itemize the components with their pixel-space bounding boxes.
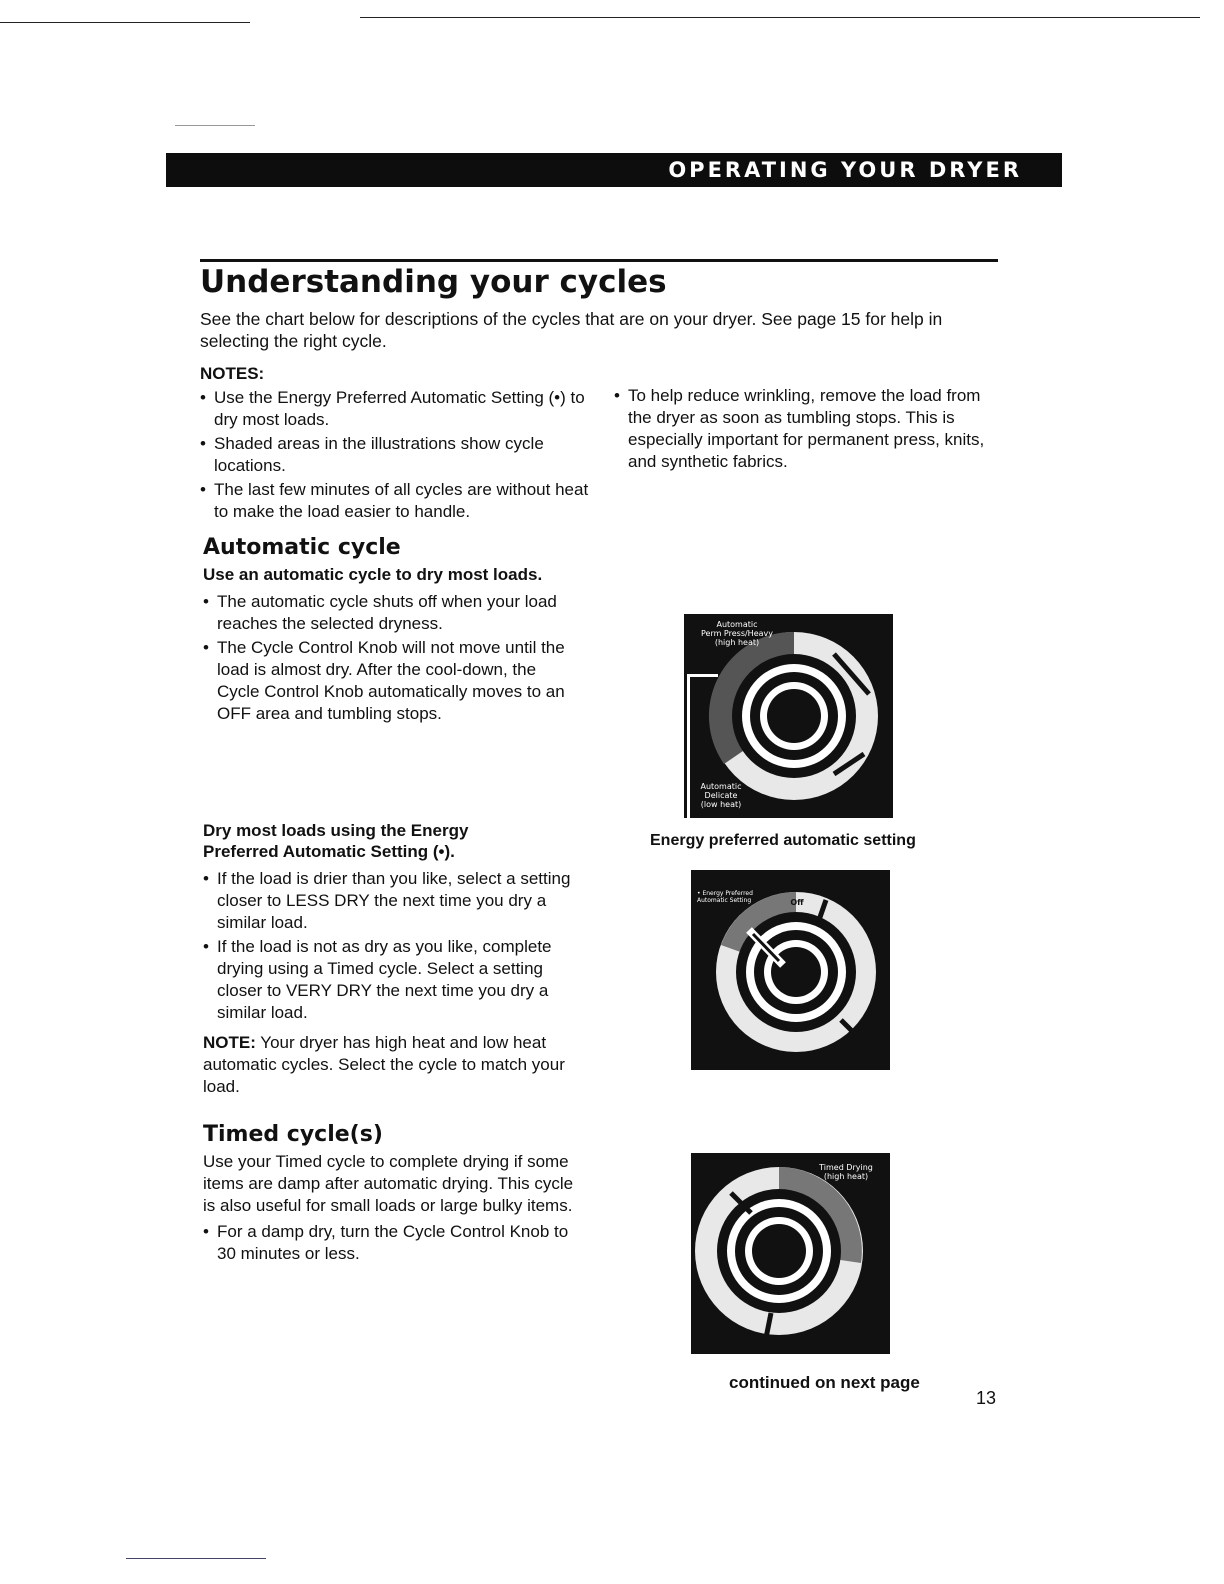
page-title: Understanding your cycles [200, 264, 667, 300]
timed-text: Use your Timed cycle to complete drying if some items are damp after automatic drying. This cycle is also useful for small loads or large bulky items. [203, 1152, 574, 1215]
notes-label: NOTES: [200, 364, 265, 383]
notes-left-column [200, 387, 600, 525]
automatic-cycle-section [203, 535, 583, 727]
banner-text: OPERATING YOUR DRYER [668, 158, 1022, 182]
list-item: • The Cycle Control Knob will not move until the load is almost dry. After the cool-down, the Cycle Control Knob automatically moves to an OFF area and tumbling stops. [203, 637, 583, 725]
dial-label-off: Off [790, 898, 804, 907]
timed-dial-diagram [691, 1153, 890, 1354]
dial-label-line: (low heat) [700, 800, 742, 809]
continued-note: continued on next page [729, 1373, 920, 1392]
automatic-cycle-heading: Automatic cycle [203, 535, 401, 560]
dial-illustration [691, 1153, 890, 1354]
dial-label-bottom [696, 782, 746, 809]
dial-label-line: Automatic Setting [697, 897, 752, 904]
intro-paragraph: See the chart below for descriptions of the cycles that are on your dryer. See page 15 for help in selecting the right cycle. [200, 309, 943, 351]
list-item: • The last few minutes of all cycles are without heat to make the load easier to handle. [200, 479, 600, 523]
dial-label-line: Perm Press/Heavy [700, 629, 773, 638]
note-text: Your dryer has high heat and low heat automatic cycles. Select the cycle to match your load. [203, 1033, 565, 1096]
page-number: 13 [976, 1388, 997, 1408]
dial-label-line: • Energy Preferred [697, 890, 753, 897]
dial-label-line: (high heat) [714, 638, 760, 647]
dial-label-line: Delicate [704, 791, 738, 800]
list-item: • If the load is drier than you like, select a setting closer to LESS DRY the next time you dry a similar load. [203, 868, 583, 934]
top-scan-line-left [0, 22, 250, 23]
diagram-caption: Energy preferred automatic setting [650, 832, 916, 849]
dial-label-line: Timed Drying [819, 1163, 873, 1172]
list-item: • If the load is not as dry as you like, complete drying using a Timed cycle. Select a setting closer to VERY DRY the next time you dry a similar load. [203, 936, 583, 1024]
energy-lead: Dry most loads using the Energy Preferred Automatic Setting (•). [203, 821, 469, 861]
dial-label-line: (high heat) [823, 1172, 869, 1181]
automatic-dial-diagram [684, 614, 893, 818]
list-item: • Use the Energy Preferred Automatic Setting (•) to dry most loads. [200, 387, 600, 431]
dial-label-top [811, 1163, 881, 1181]
list-item: • The automatic cycle shuts off when your load reaches the selected dryness. [203, 591, 583, 635]
dial-label-line: Automatic [716, 620, 758, 629]
list-item: • To help reduce wrinkling, remove the load from the dryer as soon as tumbling stops. This is especially important for permanent press, knits, and synthetic fabrics. [614, 385, 999, 473]
energy-preferred-dial-diagram [691, 870, 890, 1070]
dial-label-top [697, 890, 767, 904]
notes-right-column [614, 385, 999, 475]
energy-preferred-section [203, 820, 583, 1098]
top-scan-line-right [360, 17, 1200, 18]
dial-label-top [692, 620, 782, 647]
timed-cycle-section [203, 1122, 583, 1267]
faint-scan-mark [175, 125, 255, 126]
list-item: • For a damp dry, turn the Cycle Control Knob to 30 minutes or less. [203, 1221, 583, 1265]
list-item: • Shaded areas in the illustrations show cycle locations. [200, 433, 600, 477]
note-label: NOTE: [203, 1033, 256, 1052]
title-rule [200, 259, 998, 262]
bottom-scan-line [126, 1558, 266, 1559]
section-banner [166, 153, 1062, 187]
automatic-lead: Use an automatic cycle to dry most loads. [203, 565, 543, 584]
heat-note [203, 1032, 583, 1098]
dial-label-line: Automatic [700, 782, 742, 791]
timed-cycle-heading: Timed cycle(s) [203, 1122, 383, 1147]
